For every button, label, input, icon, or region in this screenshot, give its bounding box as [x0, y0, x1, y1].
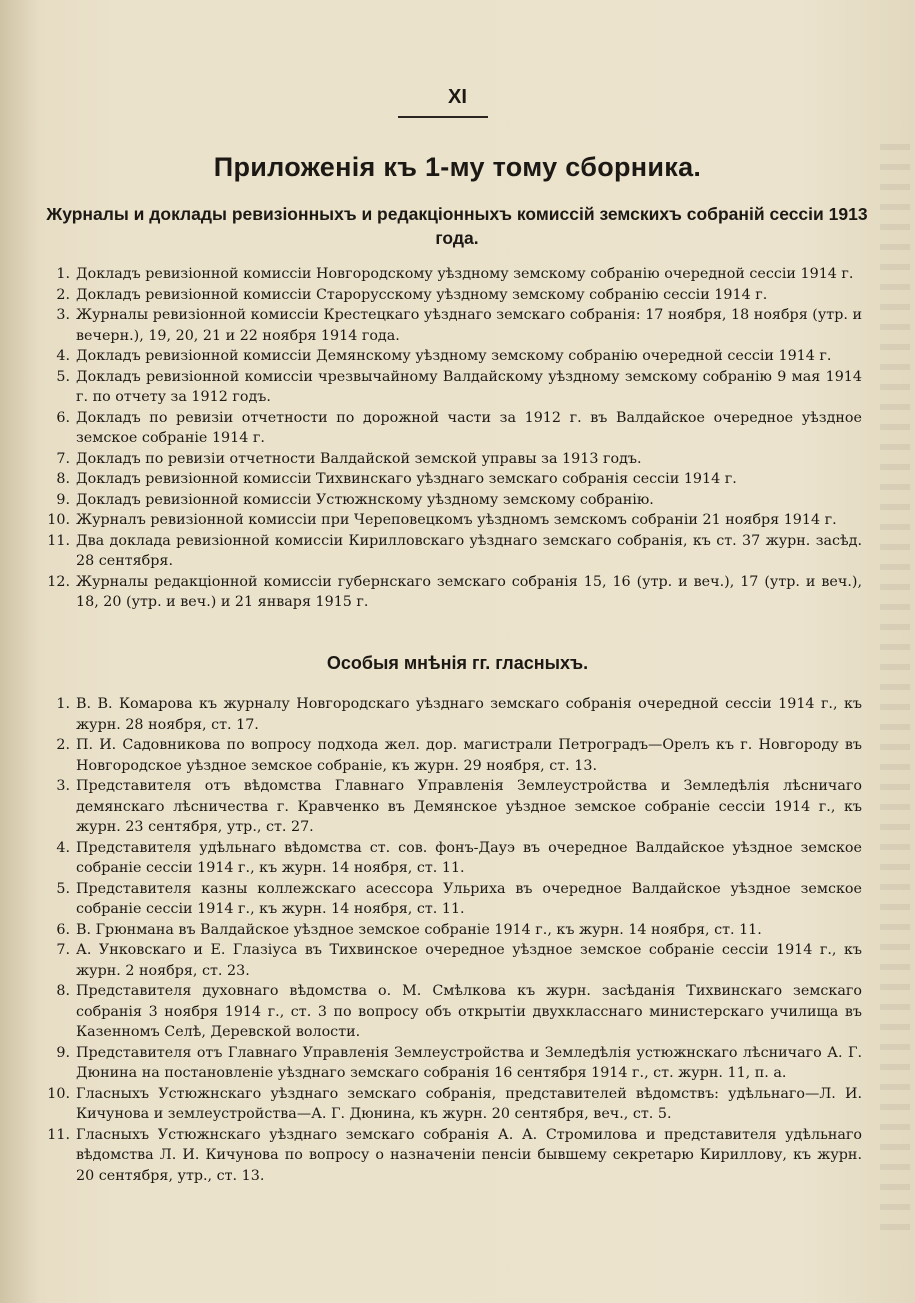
item-number: 8. [56, 471, 70, 487]
item-number: 7. [56, 450, 70, 467]
list-item [40, 264, 862, 285]
item-number: 9. [56, 491, 70, 508]
item-text: Докладъ по ревизіи отчетности Валдайской земской управы за 1913 годъ. [76, 450, 642, 467]
item-text: Представителя отъ Главнаго Управленія Землеустройства и Земледѣлія устюжнскаго лѣсничаго А. Г. Дюнина на постановленіе уѣзднаго земскаго собранія 16 сентября 1914 г., ст. журн. 11, п. а. [76, 1044, 862, 1081]
item-number: 1. [56, 696, 70, 712]
item-number: 6. [56, 409, 70, 426]
item-number: 4. [56, 348, 70, 364]
item-number: 3. [56, 307, 70, 323]
item-number: 4. [56, 839, 70, 856]
item-text: Докладъ ревизіонной комиссіи Тихвинскаго уѣзднаго земскаго собранія сессіи 1914 г. [76, 471, 737, 487]
item-text: Представителя казны коллежскаго асессора Ульриха въ очередное Валдайское уѣздное земское собраніе сессіи 1914 г., къ журн. 14 ноября, ст. 11. [76, 880, 862, 917]
item-text: Докладъ ревизіонной комиссіи Устюжнскому уѣздному земскому собранію. [76, 491, 654, 508]
item-text: Докладъ ревизіонной комиссіи Старорусскому уѣздному земскому собранію сессіи 1914 г. [76, 286, 768, 303]
item-text: Представителя удѣльнаго вѣдомства ст. сов. фонъ-Дауэ въ очередное Валдайское уѣздное земское собраніе сессіи 1914 г., къ журн. 14 ноября, ст. 11. [76, 839, 862, 876]
item-number: 12. [47, 573, 70, 590]
item-number: 5. [56, 880, 70, 897]
item-text: Гласныхъ Устюжнскаго уѣзднаго земскаго собранія А. А. Стромилова и представителя удѣльнаго вѣдомства Л. И. Кичунова по вопросу о назначеніи пенсіи бывшему секретарю Кириллову, къ журн. 20 сентября, утр., ст. 13. [76, 1126, 862, 1184]
item-text: В. Грюнмана въ Валдайское уѣздное земское собраніе 1914 г., къ журн. 14 ноября, ст. 11. [76, 921, 762, 938]
list-item [40, 449, 862, 470]
item-text: Представителя духовнаго вѣдомства о. М. Смѣлкова къ журн. засѣданія Тихвинскаго земскаго собранія 3 ноября 1914 г., ст. 3 по вопросу объ открытіи двухкласснаго министерскаго училища въ Казенномъ Селѣ, Деревской волости. [76, 983, 862, 1040]
item-number: 11. [47, 1126, 70, 1143]
item-number: 11. [47, 532, 70, 549]
item-text: Докладъ по ревизіи отчетности по дорожной части за 1912 г. въ Валдайское очередное уѣздное земское собраніе 1914 г. [76, 409, 862, 446]
item-number: 5. [56, 368, 70, 385]
list-item [40, 735, 862, 776]
page-title: Приложенія къ 1-му тому сборника. [213, 152, 702, 182]
item-number: 8. [56, 983, 70, 999]
item-text: Докладъ ревизіонной комиссіи чрезвычайному Валдайскому уѣздному земскому собранію 9 мая 1914 г. по отчету за 1912 годъ. [76, 368, 862, 405]
item-text: П. И. Садовникова по вопросу подхода жел. дор. магистрали Петроградъ—Орелъ къ г. Новгороду въ Новгородское уѣздное земское собраніе, къ журн. 29 ноября, ст. 13. [76, 737, 862, 774]
list-item [40, 1043, 862, 1084]
list-item [40, 367, 862, 408]
item-number: 3. [56, 778, 70, 794]
list-item [40, 920, 862, 941]
item-number: 1. [56, 266, 70, 282]
item-text: Докладъ ревизіонной комиссіи Новгородскому уѣздному земскому собранію очередной сессіи 1914 г. [76, 266, 854, 282]
list-item [40, 469, 862, 490]
list-item [40, 510, 862, 531]
list-item [40, 940, 862, 981]
list-item [40, 346, 862, 367]
item-number: 10. [47, 512, 70, 528]
list-item [40, 572, 862, 613]
item-number: 6. [56, 921, 70, 938]
list-item [40, 981, 862, 1043]
section2-heading: Особыя мнѣнія гг. гласныхъ. [326, 653, 589, 673]
bleed-through-shadow [880, 130, 910, 1230]
list-item [40, 1084, 862, 1125]
item-text: Журналы ревизіонной комиссіи Крестецкаго уѣзднаго земскаго собранія: 17 ноября, 18 ноября (утр. и вечерн.), 19, 20, 21 и 22 ноября 1914 года. [76, 307, 862, 344]
item-text: А. Унковскаго и Е. Глазіуса въ Тихвинское очередное уѣздное земское собраніе сессіи 1914 г., къ журн. 2 ноября, ст. 23. [76, 942, 862, 979]
page-number-rule [398, 116, 488, 118]
item-text: Представителя отъ вѣдомства Главнаго Управленія Землеустройства и Земледѣлія лѣсничаго демянскаго лѣсничества г. Кравченко въ Демянское уѣздное земское собраніе сессіи 1914 г., къ журн. 23 сентября, утр., ст. 27. [76, 778, 862, 835]
section1-list [40, 264, 862, 613]
item-text: Докладъ ревизіонной комиссіи Демянскому уѣздному земскому собранію очередной сессіи 1914 г. [76, 348, 832, 364]
list-item [40, 490, 862, 511]
item-number: 9. [56, 1044, 70, 1061]
item-text: Гласныхъ Устюжнскаго уѣзднаго земскаго собранія, представителей вѣдомствъ: удѣльнаго—Л. И. Кичунова и землеустройства—А. Г. Дюнина, къ журн. 20 сентября, веч., ст. 5. [76, 1085, 862, 1122]
page-number: XI [448, 86, 467, 108]
list-item [40, 1125, 862, 1187]
item-number: 7. [56, 942, 70, 958]
list-item [40, 305, 862, 346]
list-item [40, 408, 862, 449]
item-number: 2. [56, 737, 70, 753]
item-number: 2. [56, 286, 70, 303]
list-item [40, 694, 862, 735]
list-item [40, 879, 862, 920]
item-text: Два доклада ревизіонной комиссіи Кирилловскаго уѣзднаго земскаго собранія, къ ст. 37 журн. засѣд. 28 сентября. [76, 532, 862, 569]
section1-heading: Журналы и доклады ревизіонныхъ и редакціонныхъ комиссій земскихъ собраній сессіи 1913 года. [46, 204, 868, 248]
item-text: Журналъ ревизіонной комиссіи при Череповецкомъ уѣздномъ земскомъ собраніи 21 ноября 1914 г. [76, 512, 837, 528]
section2-list [40, 694, 862, 1186]
item-text: Журналы редакціонной комиссіи губернскаго земскаго собранія 15, 16 (утр. и веч.), 17 (утр. и веч.), 18, 20 (утр. и веч.) и 21 января 1915 г. [76, 573, 862, 610]
list-item [40, 285, 862, 306]
item-number: 10. [47, 1085, 70, 1102]
list-item [40, 531, 862, 572]
list-item [40, 776, 862, 838]
item-text: В. В. Комарова къ журналу Новгородскаго уѣзднаго земскаго собранія очередной сессіи 1914 г., къ журн. 28 ноября, ст. 17. [76, 696, 862, 733]
list-item [40, 838, 862, 879]
